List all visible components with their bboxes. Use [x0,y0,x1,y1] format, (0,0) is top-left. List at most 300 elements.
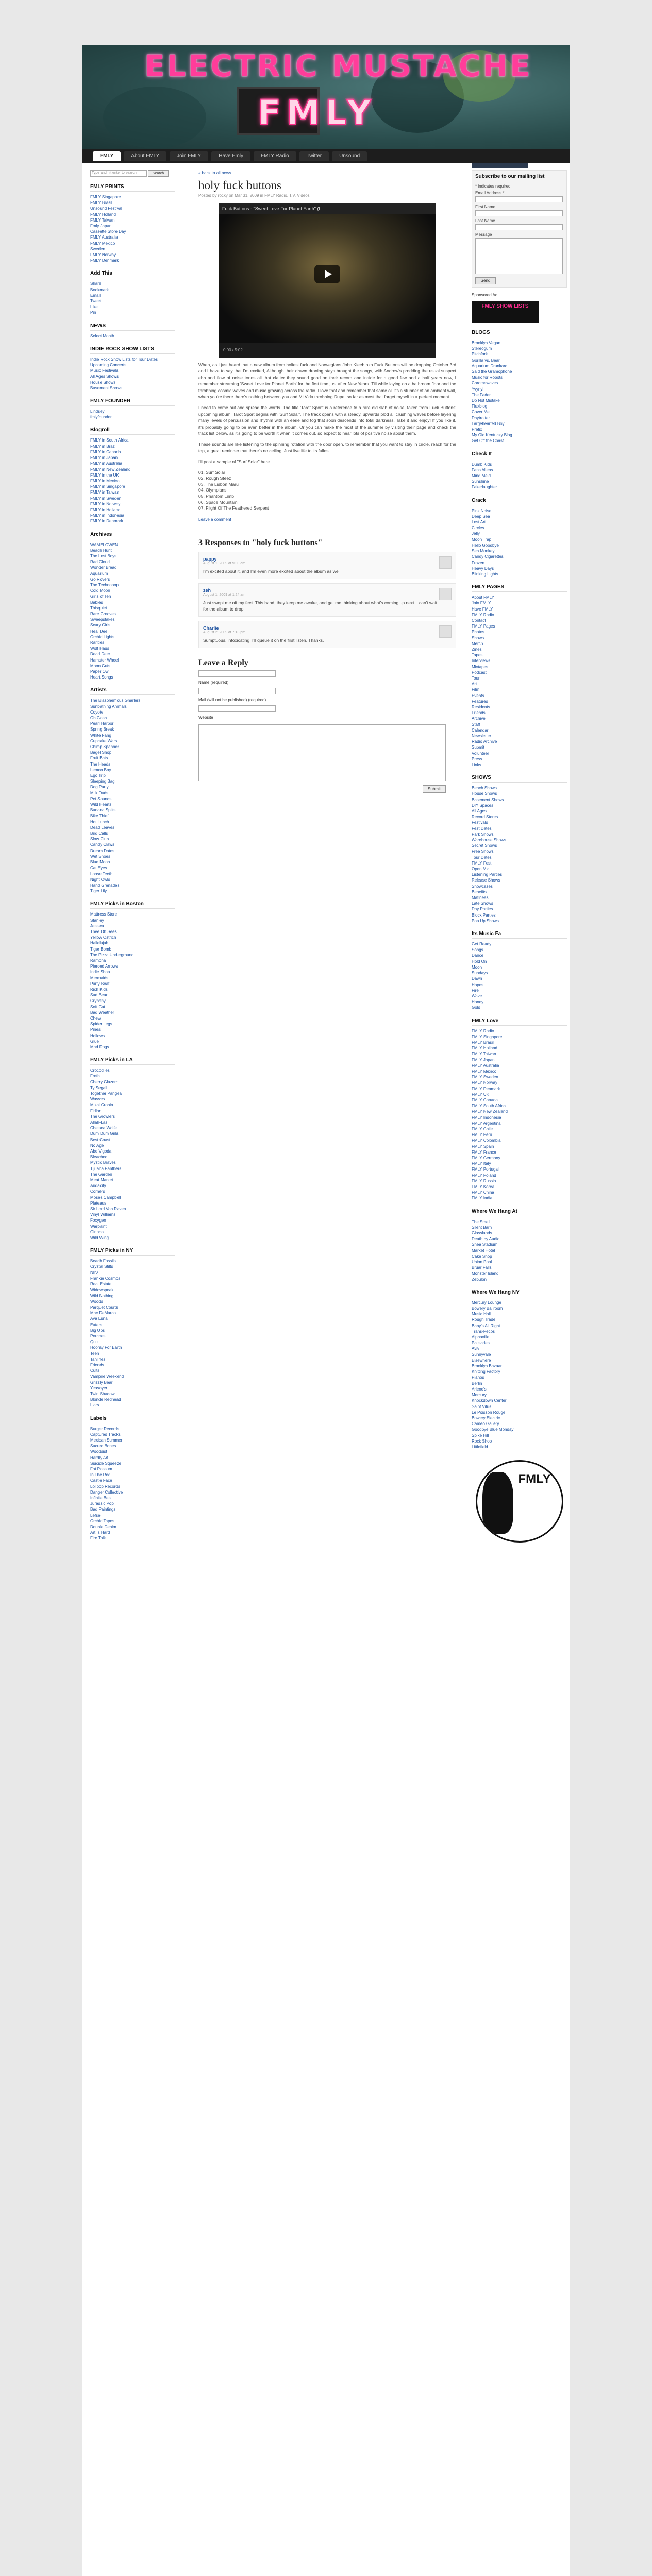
sidebar-link[interactable]: Teen [90,1351,99,1356]
first-name-input[interactable] [475,210,563,216]
sidebar-link[interactable]: Eaters [90,1322,103,1327]
sidebar-link[interactable]: Sunbathing Animals [90,704,127,709]
sidebar-link[interactable]: FMLY Argentina [472,1121,501,1126]
sidebar-link[interactable]: FMLY in Denmark [90,519,123,524]
sidebar-link[interactable]: Saint Vitus [472,1404,492,1409]
sidebar-link[interactable]: Bike Thief [90,814,109,819]
sidebar-link[interactable]: Audacity [90,1183,106,1189]
sidebar-link[interactable]: Warehouse Shows [472,838,506,843]
sidebar-link[interactable]: FMLY Denmark [472,1086,500,1091]
sidebar-link[interactable]: Showcases [472,884,493,889]
sidebar-link[interactable]: Press [472,756,482,761]
sidebar-link[interactable]: Prefix [472,427,482,432]
sidebar-link[interactable]: FMLY Sweden [472,1075,498,1080]
sidebar-link[interactable]: Hopes [472,982,484,987]
sidebar-link[interactable]: Mexican Summer [90,1437,123,1443]
show-lists-banner[interactable]: FMLY SHOW LISTS [472,301,539,323]
sidebar-link[interactable]: Crybaby [90,998,106,1004]
sidebar-link[interactable]: My Old Kentucky Blog [472,433,512,438]
sidebar-link[interactable]: Brooklyn Bazaar [472,1364,502,1369]
sidebar-link[interactable]: Fans Aliens [472,467,493,472]
sidebar-link[interactable]: FMLY UK [472,1092,489,1097]
sidebar-link[interactable]: Mercury Lounge [472,1300,501,1305]
sidebar-link[interactable]: Release Shows [472,878,500,883]
sidebar-link[interactable]: FMLY in Mexico [90,478,120,483]
sidebar-link[interactable]: Wet Shoes [90,854,110,859]
sidebar-link[interactable]: Yeasayer [90,1385,108,1391]
sidebar-link[interactable]: Rich Kids [90,987,108,992]
submit-button[interactable]: Submit [423,785,446,793]
sidebar-link[interactable]: FMLY Radio [472,612,494,617]
sidebar-link[interactable]: Vinyl Williams [90,1212,116,1217]
sidebar-link[interactable]: FMLY in South Africa [90,438,129,443]
sidebar-link[interactable]: Indie Rock Show Lists for Tour Dates [90,357,158,362]
sidebar-link[interactable]: Aquarium Drunkard [472,363,508,368]
sidebar-link[interactable]: Trans-Pecos [472,1329,495,1334]
sidebar-link[interactable]: Chromewaves [472,381,498,386]
sidebar-link[interactable]: FMLY Singapore [90,195,121,199]
sidebar-link[interactable]: Email [90,293,101,298]
sidebar-link[interactable]: Baby's All Right [472,1323,500,1328]
sidebar-link[interactable]: Songs [472,947,483,953]
sidebar-link[interactable]: Milk Duds [90,790,109,795]
sidebar-link[interactable]: Open Mic [472,867,490,872]
sidebar-link[interactable]: Beach Shows [472,786,497,791]
sidebar-link[interactable]: Tour [472,675,480,681]
sidebar-link[interactable]: Festivals [472,820,488,825]
sidebar-link[interactable]: Gold [472,1005,480,1010]
sidebar-link[interactable]: Cupcake Wars [90,738,118,743]
sidebar-link[interactable]: Blinking Lights [472,571,498,577]
sidebar-link[interactable]: Pink Noise [472,508,492,513]
sidebar-link[interactable]: Archive [472,716,486,721]
sidebar-link[interactable]: Danger Collective [90,1489,123,1495]
sidebar-link[interactable]: Sunnyvale [472,1352,491,1357]
sidebar-link[interactable]: Abe Vigoda [90,1149,112,1154]
sidebar-link[interactable]: FMLY Taiwan [472,1052,496,1057]
sidebar-link[interactable]: Fidlar [90,1108,101,1113]
sidebar-link[interactable]: Le Poisson Rouge [472,1410,506,1415]
comment-textarea[interactable] [198,724,446,781]
sidebar-link[interactable]: FMLY Pages [472,624,495,629]
sidebar-link[interactable]: FMLY Australia [90,235,118,240]
sidebar-link[interactable]: Bowery Ballroom [472,1306,503,1311]
sidebar-link[interactable]: FMLY Brasil [90,200,112,206]
sidebar-link[interactable]: Tiger Lily [90,889,107,894]
sidebar-link[interactable]: Porches [90,1333,106,1338]
sidebar-link[interactable]: Pierced Arrows [90,964,118,969]
sidebar-link[interactable]: Beach Fossils [90,1259,116,1264]
nav-tab-5[interactable]: Twitter [299,151,329,161]
sidebar-link[interactable]: The Lost Boys [90,553,117,558]
sidebar-link[interactable]: The Garden [90,1172,112,1177]
sidebar-link[interactable]: FMLY Australia [472,1063,499,1068]
sidebar-link[interactable]: Join FMLY [472,601,491,606]
sidebar-link[interactable]: Meat Market [90,1178,113,1183]
sidebar-link[interactable]: Thee Oh Sees [90,929,117,934]
sidebar-link[interactable]: Moon Guts [90,663,111,668]
sidebar-link[interactable]: Dumb Kids [472,462,492,467]
sidebar-link[interactable]: Record Stores [472,815,498,820]
sidebar-link[interactable]: FMLY in Holland [90,507,121,512]
sidebar-link[interactable]: Zebulon [472,1277,487,1282]
sidebar-link[interactable]: The Technopop [90,582,119,587]
sidebar-link[interactable]: Stereogum [472,346,492,351]
sidebar-link[interactable]: FMLY in the UK [90,472,119,478]
sidebar-link[interactable]: Warpaint [90,1224,107,1229]
search-button[interactable]: Search [148,170,169,177]
sidebar-link[interactable]: Spring Break [90,727,114,732]
sidebar-link[interactable]: Cover Me [472,410,490,415]
sidebar-link[interactable]: FMLY Mexico [90,241,115,246]
sidebar-link[interactable]: Pet Sounds [90,796,112,801]
sidebar-link[interactable]: Captured Tracks [90,1432,121,1437]
sidebar-link[interactable]: Tour Dates [472,855,492,860]
sidebar-link[interactable]: Day Parties [472,907,493,912]
comment-date[interactable]: August 2, 2009 at 7:13 pm [203,630,246,634]
sidebar-link[interactable]: Hardly Art [90,1455,109,1460]
sidebar-link[interactable]: Dead Leaves [90,825,115,830]
sidebar-link[interactable]: Glasslands [472,1231,492,1236]
sidebar-link[interactable]: Wild Wing [90,1235,109,1241]
sidebar-link[interactable]: Bleached [90,1155,108,1160]
sidebar-link[interactable]: Chimp Spanner [90,744,119,750]
sidebar-link[interactable]: Fmly Japan [90,224,112,229]
sidebar-link[interactable]: Tweet [90,299,102,304]
play-icon[interactable] [314,265,340,283]
sidebar-link[interactable]: Bird Calls [90,831,108,836]
sidebar-link[interactable]: The Blasphemous Gnarlers [90,698,141,703]
sidebar-link[interactable]: Froth [90,1074,100,1079]
sidebar-link[interactable]: Cameo Gallery [472,1421,499,1427]
sidebar-link[interactable]: Art Is Hard [90,1530,110,1535]
sidebar-link[interactable]: Quilt [90,1340,99,1345]
sidebar-link[interactable]: Goodbye Blue Monday [472,1427,514,1432]
sidebar-link[interactable]: Indie Shop [90,970,110,975]
sidebar-link[interactable]: Pop Up Shows [472,918,499,923]
sidebar-link[interactable]: FMLY in Brazil [90,444,117,449]
last-name-input[interactable] [475,224,563,230]
sidebar-link[interactable]: fmlyfounder [90,415,112,420]
sidebar-link[interactable]: About FMLY [472,595,494,600]
sidebar-link[interactable]: Friends [90,1362,104,1367]
sidebar-link[interactable]: Real Estate [90,1282,112,1287]
sidebar-link[interactable]: Wolf Haus [90,646,109,651]
sidebar-link[interactable]: The Fader [472,392,491,397]
sidebar-link[interactable]: Music Hall [472,1312,491,1317]
sidebar-link[interactable]: Slow Club [90,837,109,842]
sidebar-link[interactable]: FMLY in Japan [90,455,118,461]
sidebar-link[interactable]: Largehearted Boy [472,421,505,426]
sidebar-link[interactable]: Deep Sea [472,514,490,519]
sidebar-link[interactable]: Rough Trade [472,1317,496,1323]
sidebar-link[interactable]: Block Parties [472,912,496,918]
sidebar-link[interactable]: Tanlines [90,1357,106,1362]
sidebar-link[interactable]: Gorilla vs. Bear [472,358,500,363]
sidebar-link[interactable]: Hot Lunch [90,819,109,824]
sidebar-link[interactable]: FMLY New Zealand [472,1109,508,1114]
sidebar-link[interactable]: FMLY Portugal [472,1167,499,1172]
sidebar-link[interactable]: Cults [90,1368,100,1374]
sidebar-link[interactable]: Pearl Harbor [90,721,114,726]
sidebar-link[interactable]: Thisquiet [90,605,107,611]
sidebar-link[interactable]: Ty Segall [90,1085,107,1090]
sidebar-link[interactable]: Ramona [90,958,106,963]
sidebar-link[interactable]: Chew [90,1015,101,1021]
sidebar-link[interactable]: Mattress Store [90,912,118,917]
message-textarea[interactable] [475,238,563,274]
sidebar-link[interactable]: Elsewhere [472,1358,491,1363]
sidebar-link[interactable]: Music Festivals [90,368,119,374]
sidebar-link[interactable]: Candy Claws [90,842,115,848]
sidebar-link[interactable]: Cold Moon [90,588,110,594]
video-title[interactable]: Fuck Buttons - "Sweet Love For Planet Earth" (L... [219,203,436,214]
sidebar-link[interactable]: Crystal Stilts [90,1264,113,1269]
sidebar-link[interactable]: Parquet Courts [90,1304,118,1310]
sidebar-link[interactable]: Blonde Redhead [90,1397,121,1402]
sidebar-link[interactable]: House Shows [472,791,497,796]
sidebar-link[interactable]: Babies [90,600,103,605]
sidebar-link[interactable]: Best Coast [90,1137,111,1142]
sidebar-link[interactable]: Jessica [90,923,104,928]
sidebar-link[interactable]: Go Rovers [90,577,110,582]
sidebar-link[interactable]: Sad Bear [90,993,108,998]
sidebar-link[interactable]: Share [90,281,102,286]
sidebar-link[interactable]: Tiger Bomb [90,946,112,952]
sidebar-link[interactable]: Shea Stadium [472,1242,498,1247]
comment-author[interactable]: pappy [203,556,217,562]
sidebar-link[interactable]: Burger Records [90,1426,120,1431]
sidebar-link[interactable]: Bad Weather [90,1010,114,1015]
sidebar-link[interactable]: Spider Legs [90,1022,112,1027]
sidebar-link[interactable]: Sea Monkey [472,549,495,554]
sidebar-link[interactable]: Cat Eyes [90,866,107,871]
sidebar-link[interactable]: Loose Teeth [90,871,113,876]
sidebar-link[interactable]: Wild Nothing [90,1293,114,1298]
nav-tab-3[interactable]: Have Fmly [211,151,250,161]
sidebar-link[interactable]: Arlene's [472,1386,487,1392]
nav-tab-2[interactable]: Join FMLY [170,151,208,161]
sidebar-link[interactable]: Said the Gramophone [472,369,512,375]
sidebar-link[interactable]: In The Red [90,1472,111,1478]
sidebar-link[interactable]: FMLY Poland [472,1173,496,1178]
sidebar-link[interactable]: Girlpool [90,1229,105,1234]
sidebar-link[interactable]: Film [472,687,480,692]
sidebar-link[interactable]: Yellow Ostrich [90,935,116,940]
sidebar-link[interactable]: Have FMLY [472,606,493,612]
sidebar-link[interactable]: Dance [472,953,484,958]
sidebar-link[interactable]: Art [472,682,477,687]
nav-tab-1[interactable]: About FMLY [124,151,166,161]
sidebar-link[interactable]: Fruit Bats [90,756,108,761]
sidebar-link[interactable]: The Smell [472,1219,491,1224]
sidebar-link[interactable]: Podcast [472,670,487,675]
sidebar-link[interactable]: Bagel Shop [90,750,112,755]
sidebar-link[interactable]: Bookmark [90,287,109,292]
sidebar-link[interactable]: Glue [90,1039,99,1044]
sidebar-link[interactable]: Heavy Days [472,566,494,571]
sidebar-link[interactable]: Benefits [472,889,487,894]
sidebar-link[interactable]: Wave [472,993,482,998]
sidebar-link[interactable]: Crocodiles [90,1068,110,1073]
sidebar-link[interactable]: Ego Trip [90,773,106,778]
sidebar-link[interactable]: Lolipop Records [90,1484,120,1489]
website-field[interactable] [198,705,276,712]
sidebar-link[interactable]: The Heads [90,761,111,767]
sidebar-link[interactable]: Death by Audio [472,1236,500,1242]
sidebar-link[interactable]: Orchid Tapes [90,1518,114,1523]
sidebar-link[interactable]: FMLY Brasil [472,1040,494,1045]
sidebar-link[interactable]: Hello Goodbye [472,543,499,548]
sidebar-link[interactable]: Dog Party [90,785,109,790]
sidebar-link[interactable]: Bruar Falls [472,1265,492,1270]
sidebar-link[interactable]: Fest Dates [472,826,492,831]
sidebar-link[interactable]: Photos [472,630,484,635]
sidebar-link[interactable]: Frozen [472,560,484,565]
sidebar-link[interactable]: FMLY Japan [472,1057,495,1062]
sidebar-link[interactable]: Party Boat [90,981,110,986]
sidebar-link[interactable]: Unsound Festival [90,206,122,211]
sidebar-link[interactable]: Hamster Wheel [90,657,119,663]
sidebar-link[interactable]: Beach Hunt [90,548,112,553]
sidebar-link[interactable]: FMLY Holland [90,212,116,217]
sidebar-link[interactable]: Pines [90,1027,101,1032]
sidebar-link[interactable]: Cherry Glazerr [90,1079,118,1084]
sidebar-link[interactable]: Rarities [90,640,105,645]
sidebar-link[interactable]: FMLY Canada [472,1097,498,1103]
sidebar-link[interactable]: Rock Shop [472,1438,492,1444]
sidebar-link[interactable]: Infinite Best [90,1496,112,1500]
sidebar-link[interactable]: FMLY Spain [472,1144,494,1149]
sidebar-link[interactable]: Sunshine [472,479,489,484]
sidebar-link[interactable]: Park Shows [472,832,494,837]
sidebar-link[interactable]: Monster Island [472,1271,499,1276]
sidebar-link[interactable]: Stanley [90,918,104,923]
sidebar-link[interactable]: Alphaville [472,1335,490,1340]
sidebar-link[interactable]: FMLY India [472,1196,493,1201]
sidebar-link[interactable]: FMLY Korea [472,1184,495,1189]
sidebar-link[interactable]: Sleeping Bag [90,779,115,784]
sidebar-link[interactable]: FMLY Peru [472,1132,492,1138]
sidebar-link[interactable]: Mixtapes [472,664,489,669]
sidebar-link[interactable]: Spike Hill [472,1433,489,1438]
video-player[interactable] [219,203,436,358]
sidebar-link[interactable]: All Ages [472,809,487,814]
sidebar-link[interactable]: Blue Moon [90,860,110,865]
sidebar-link[interactable]: Heart Songs [90,675,113,680]
sidebar-link[interactable]: Mad Dogs [90,1044,109,1049]
sidebar-link[interactable]: Friends [472,710,486,716]
sidebar-link[interactable]: Listening Parties [472,872,503,877]
sidebar-link[interactable]: FMLY Italy [472,1161,491,1166]
sidebar-link[interactable]: Cake Shop [472,1253,492,1259]
sidebar-link[interactable]: Mercury [472,1393,487,1398]
sidebar-link[interactable]: Knitting Factory [472,1369,500,1375]
sidebar-link[interactable]: Lefse [90,1513,101,1518]
sidebar-link[interactable]: Staff [472,722,480,727]
sidebar-link[interactable]: Pin [90,310,96,315]
sidebar-link[interactable]: Girls of Ten [90,594,111,599]
comment-author[interactable]: Charlie [203,625,219,631]
sidebar-link[interactable]: Hollows [90,1033,105,1038]
sidebar-link[interactable]: Zines [472,647,482,652]
sidebar-link[interactable]: Basement Shows [90,385,123,391]
sidebar-link[interactable]: WAMELOWEN [90,542,118,547]
name-field[interactable] [198,670,276,677]
sidebar-link[interactable]: Moon [472,964,482,970]
sidebar-link[interactable]: FMLY in Taiwan [90,490,120,495]
sidebar-link[interactable]: Sweepstakes [90,617,115,622]
sidebar-link[interactable]: Yvynyl [472,386,484,392]
sidebar-link[interactable]: Moon Trap [472,537,492,542]
sidebar-link[interactable]: Residents [472,704,490,709]
sidebar-link[interactable]: Dead Deer [90,652,110,657]
sidebar-link[interactable]: White Fang [90,733,111,738]
sidebar-link[interactable]: FMLY in Singapore [90,484,125,489]
search-input[interactable]: Type and hit enter to search [90,170,147,177]
sidebar-link[interactable]: FMLY in Australia [90,461,122,466]
sidebar-link[interactable]: FMLY Colombia [472,1138,501,1143]
sidebar-link[interactable]: Tijuana Panthers [90,1166,122,1171]
sidebar-link[interactable]: Upcoming Concerts [90,363,127,368]
sidebar-link[interactable]: Fluxblog [472,404,488,409]
sidebar-link[interactable]: Double Denim [90,1524,116,1530]
sidebar-link[interactable]: Cassette Store Day [90,229,126,234]
sidebar-link[interactable]: Select Month [90,333,114,338]
sidebar-link[interactable]: FMLY Fest [472,860,492,866]
sidebar-link[interactable]: Grizzly Bear [90,1380,113,1385]
comment-link[interactable]: Leave a comment [198,517,231,522]
sidebar-link[interactable]: Paper Owl [90,669,110,674]
sidebar-link[interactable]: Castle Face [90,1478,112,1483]
sidebar-link[interactable]: Mikal Cronin [90,1103,113,1108]
sidebar-link[interactable]: Sweden [90,246,105,251]
sidebar-link[interactable]: Pitchfork [472,352,488,357]
sidebar-link[interactable]: Heal Dee [90,629,108,634]
sidebar-link[interactable]: FMLY Norway [472,1080,497,1086]
send-button[interactable]: Send [475,277,496,284]
sidebar-link[interactable]: Dum Dum Girls [90,1131,119,1137]
sidebar-link[interactable]: Newsletter [472,733,491,738]
video-controls[interactable]: 0:00 / 5:02 [219,343,436,358]
sidebar-link[interactable]: Hold On [472,959,487,964]
sidebar-link[interactable]: Free Shows [472,849,494,854]
sidebar-link[interactable]: Jurassic Pop [90,1501,114,1506]
sidebar-link[interactable]: Suicide Squeeze [90,1461,122,1466]
sidebar-link[interactable]: Volunteer [472,751,489,756]
sidebar-link[interactable]: Ava Luna [90,1316,108,1321]
sidebar-link[interactable]: Fat Possum [90,1466,112,1471]
sidebar-link[interactable]: Basement Shows [472,797,504,802]
sidebar-link[interactable]: Twin Shadow [90,1391,115,1396]
sidebar-link[interactable]: Secret Shows [472,843,497,849]
sidebar-link[interactable]: Mind Meld [472,473,491,479]
sidebar-link[interactable]: Sacred Bones [90,1444,116,1449]
sidebar-link[interactable]: Bad Paintings [90,1507,116,1512]
sidebar-link[interactable]: Tapes [472,653,483,658]
sidebar-link[interactable]: Woods [90,1299,103,1304]
sidebar-link[interactable]: FMLY in Sweden [90,496,122,501]
sidebar-link[interactable]: Foxygen [90,1218,106,1223]
sidebar-link[interactable]: Links [472,762,481,767]
sidebar-link[interactable]: FMLY in Canada [90,449,121,454]
sidebar-link[interactable]: Littlefield [472,1444,488,1449]
sidebar-link[interactable]: Liars [90,1403,99,1408]
sidebar-link[interactable]: Corners [90,1189,105,1194]
sidebar-link[interactable]: FMLY Russia [472,1178,496,1183]
sidebar-link[interactable]: The Growlers [90,1114,115,1119]
sidebar-link[interactable]: Market Hotel [472,1248,495,1253]
